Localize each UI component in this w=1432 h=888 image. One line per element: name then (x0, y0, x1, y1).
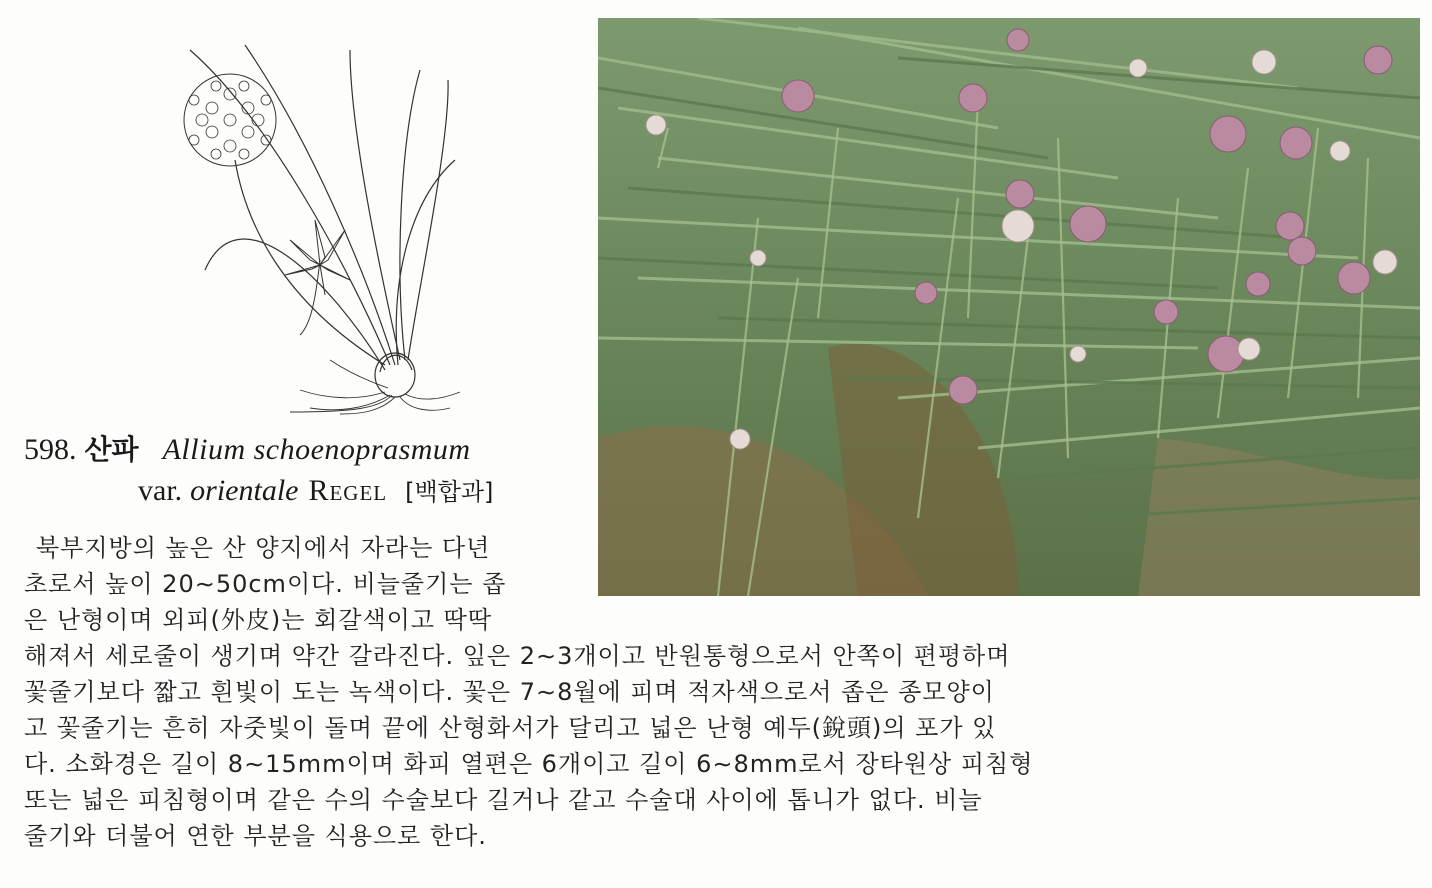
description-line: 은 난형이며 외피(外皮)는 회갈색이고 딱딱 (24, 606, 493, 634)
plant-photo (598, 18, 1420, 596)
description-line: 또는 넓은 피침형이며 같은 수의 수술보다 길거나 같고 수술대 사이에 톱니가 없다. 비늘 (24, 786, 983, 814)
variety-name: orientale (190, 474, 299, 507)
entry-subtitle (138, 472, 493, 508)
variety-label: var. (138, 474, 183, 507)
entry-title (24, 428, 471, 468)
description-line: 다. 소화경은 길이 8∼15mm이며 화피 열편은 6개이고 길이 6∼8mm로서 장타원상 피침형 (24, 750, 1034, 778)
description (24, 530, 1033, 854)
description-line: 고 꽃줄기는 흔히 자줏빛이 돌며 끝에 산형화서가 달리고 넓은 난형 예두(銳頭)의 포가 있 (24, 714, 997, 742)
korean-name: 산파 (84, 433, 139, 466)
description-line: 북부지방의 높은 산 양지에서 자라는 다년 (36, 534, 491, 562)
author-name: Regel (308, 474, 388, 507)
entry-number: 598. (24, 433, 77, 466)
description-line: 초로서 높이 20∼50cm이다. 비늘줄기는 좁 (24, 570, 507, 598)
family-name: [백합과] (405, 478, 494, 506)
scientific-name: Allium schoenoprasmum (162, 433, 471, 466)
description-line: 꽃줄기보다 짧고 흰빛이 도는 녹색이다. 꽃은 7∼8월에 피며 적자색으로서 좁은 종모양이 (24, 678, 995, 706)
description-line: 줄기와 더불어 연한 부분을 식용으로 한다. (24, 822, 487, 850)
botanical-illustration (150, 20, 470, 415)
description-line: 해져서 세로줄이 생기며 약간 갈라진다. 잎은 2∼3개이고 반원통형으로서 안쪽이 편평하며 (24, 642, 1011, 670)
